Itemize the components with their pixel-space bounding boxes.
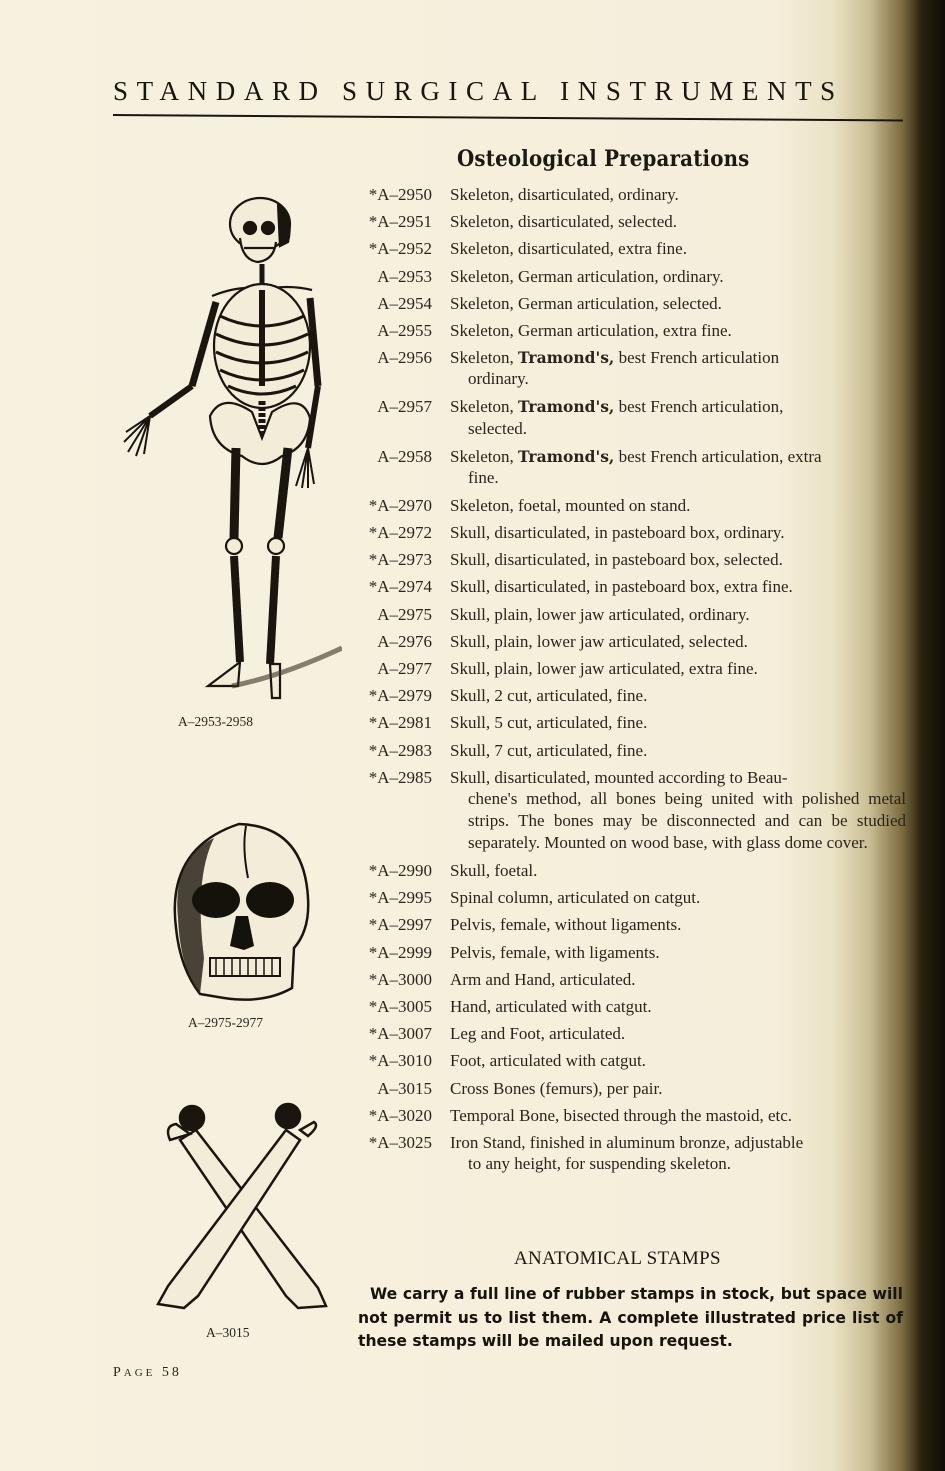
item-code: *A–2999 [368,942,432,962]
item-code: *A–3025 [368,1133,432,1153]
item-code: *A–2990 [368,861,432,881]
item-code: *A–3005 [368,997,432,1017]
catalog-row [346,939,906,966]
item-code: *A–2973 [368,550,432,570]
item-description: Skull, plain, lower jaw articulated, ordinary. [450,604,750,624]
crossbones-illustration [150,1100,335,1320]
catalog-row [346,443,906,492]
item-description [450,344,906,393]
catalog-row [346,601,906,628]
catalog-row [346,884,906,911]
item-code: *A–3020 [368,1105,432,1125]
catalog-row [346,492,906,519]
catalog-list [346,181,906,1178]
catalog-row [346,344,906,393]
item-description: Skull, 2 cut, articulated, fine. [450,686,648,706]
item-code: A–2954 [377,293,432,313]
catalog-row [346,966,906,993]
item-description: Skeleton, German articulation, extra fine. [450,321,732,341]
running-head: STANDARD SURGICAL INSTRUMENTS [113,76,844,106]
item-code: *A–2951 [368,212,432,232]
catalog-row [346,208,906,235]
item-code: A–2956 [377,348,432,368]
catalog-row [346,290,906,317]
item-description: Hand, articulated with catgut. [450,997,652,1017]
item-description [450,393,906,442]
item-description: Skull, plain, lower jaw articulated, extra fine. [450,659,758,679]
catalog-row [346,263,906,290]
skeleton-illustration [112,186,342,706]
brand-name: Tramond's, [518,348,615,368]
skull-illustration [164,818,314,1008]
catalog-row [346,1102,906,1129]
catalog-row [346,519,906,546]
item-description: Skull, foetal. [450,861,538,881]
catalog-row [346,546,906,573]
item-description: Pelvis, female, with ligaments. [450,942,660,962]
item-description: Skull, plain, lower jaw articulated, selected. [450,631,748,651]
catalog-row [346,737,906,764]
item-description: Arm and Hand, articulated. [450,969,636,989]
desc-text: Skeleton, [450,348,518,368]
item-code: A–2976 [377,631,432,651]
item-description [450,443,906,492]
desc-text: Skull, disarticulated, mounted according to Beau- [450,767,788,787]
item-description: Skeleton, German articulation, selected. [450,293,722,313]
catalog-row [346,682,906,709]
item-description: Skeleton, disarticulated, selected. [450,212,678,232]
catalog-row [346,1020,906,1047]
header-rule [113,114,903,122]
brand-name: Tramond's, [518,397,615,417]
desc-continuation: ordinary. [468,369,529,389]
desc-text: Iron Stand, finished in aluminum bronze, adjustable [450,1133,804,1153]
item-description: Skull, disarticulated, in pasteboard box, selected. [450,550,783,570]
item-description: Skull, disarticulated, in pasteboard box, ordinary. [450,523,785,543]
section-title: Osteological Preparations [457,146,750,172]
item-description: Temporal Bone, bisected through the mastoid, etc. [450,1105,793,1125]
item-description: Skull, 7 cut, articulated, fine. [450,740,648,760]
desc-continuation: to any height, for suspending skeleton. [468,1154,731,1174]
crossbones-caption: A–3015 [206,1325,250,1340]
item-description: Leg and Foot, articulated. [450,1024,626,1044]
desc-text: Skeleton, [450,397,518,417]
item-code: A–3015 [377,1078,432,1098]
item-description: Foot, articulated with catgut. [450,1051,646,1071]
catalog-row [346,235,906,262]
item-code: *A–3007 [368,1024,432,1044]
item-code: *A–2974 [368,577,432,597]
item-code: *A–2997 [368,915,432,935]
item-code: A–2975 [377,604,432,624]
desc-continuation: selected. [468,418,527,438]
item-code: *A–2995 [368,888,432,908]
page-number [113,1365,182,1381]
desc-text: best French articulation [614,348,780,368]
item-code: *A–2985 [368,767,432,787]
item-description: Pelvis, female, without ligaments. [450,915,682,935]
catalog-row [346,993,906,1020]
item-code: A–2977 [377,659,432,679]
item-code: *A–2981 [368,713,432,733]
item-code: *A–2952 [368,239,432,259]
item-code: A–2957 [377,397,432,417]
catalog-row [346,709,906,736]
catalog-row [346,764,906,857]
item-description: Skeleton, foetal, mounted on stand. [450,495,691,515]
item-code: *A–2979 [368,686,432,706]
item-code: A–2953 [377,266,432,286]
item-code: *A–2950 [368,185,432,204]
skeleton-caption: A–2953-2958 [178,714,253,729]
page-label-rest: AGE [123,1367,156,1379]
item-code: A–2955 [377,321,432,341]
catalog-row [346,573,906,600]
item-description: Skeleton, German articulation, ordinary. [450,266,724,286]
desc-text: best French articulation, extra [614,446,822,466]
item-description: Cross Bones (femurs), per pair. [450,1078,663,1098]
item-description [450,764,906,857]
stamps-paragraph [358,1283,903,1354]
item-code: *A–3000 [368,969,432,989]
item-code: A–2958 [377,446,432,466]
item-code: *A–2970 [368,495,432,515]
item-description [450,1129,906,1178]
item-description: Skeleton, disarticulated, ordinary. [450,185,679,204]
catalog-row [346,317,906,344]
catalog-row [346,911,906,938]
catalog-row [346,181,906,208]
item-code: *A–2972 [368,523,432,543]
item-code: *A–3010 [368,1051,432,1071]
desc-continuation: chene's method, all bones being united with polished metal strips. The bones may be disconnected and can be studied separately. Mounted on wood base, with glass dome cover. [468,789,906,853]
item-description: Skull, disarticulated, in pasteboard box, extra fine. [450,577,793,597]
item-description: Spinal column, articulated on catgut. [450,888,701,908]
brand-name: Tramond's, [518,446,615,466]
catalog-row [346,393,906,442]
desc-text: best French articulation, [614,397,784,417]
desc-text: Skeleton, [450,446,518,466]
skull-caption: A–2975-2977 [188,1015,263,1030]
catalog-row [346,1075,906,1102]
stamps-heading: ANATOMICAL STAMPS [514,1248,721,1269]
page-label-initial: P [113,1365,124,1380]
item-description: Skeleton, disarticulated, extra fine. [450,239,687,259]
stamps-text: We carry a full line of rubber stamps in stock, but space will not permit us to list them. A complete illustrated price list of these stamps will be mailed upon request. [358,1285,903,1350]
catalog-row [346,857,906,884]
desc-continuation: fine. [468,467,499,487]
catalog-row [346,628,906,655]
page-number-value: 58 [161,1365,182,1380]
catalog-row [346,1047,906,1074]
catalog-row [346,655,906,682]
item-code: *A–2983 [368,740,432,760]
catalog-row [346,1129,906,1178]
item-description: Skull, 5 cut, articulated, fine. [450,713,648,733]
